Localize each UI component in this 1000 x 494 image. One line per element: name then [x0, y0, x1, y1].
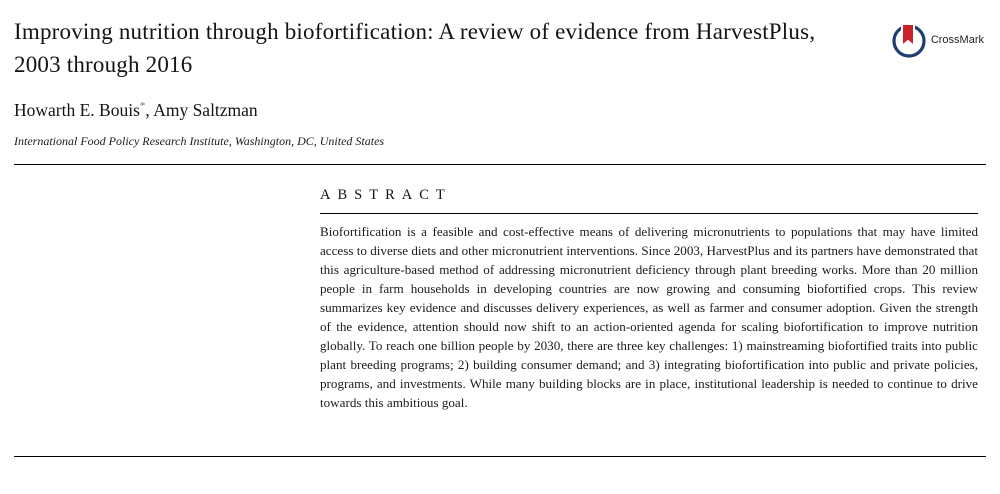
author-line — [14, 100, 986, 121]
crossmark-badge[interactable] — [889, 20, 984, 60]
abstract-divider — [320, 213, 978, 214]
abstract-heading: ABSTRACT — [320, 187, 452, 204]
crossmark-flag — [902, 24, 914, 46]
crossmark-icon — [889, 20, 929, 60]
corresponding-author-marker[interactable]: * — [139, 100, 146, 113]
abstract-column — [320, 165, 986, 412]
author-1: Howarth E. Bouis — [14, 100, 140, 121]
author-2: , Amy Saltzman — [145, 100, 258, 121]
abstract-text: Biofortification is a feasible and cost-effective means of delivering micronutrients to populations that may have limited access to diverse diets and other micronutrient interventions. Since 2003, HarvestPlus and its partners have demonstrated that this agriculture-based method of addressing micronutrient deficiency through plant breeding works. More than 20 million people in farm households in developing countries are now growing and consuming biofortified crops. This review summarizes key evidence and discusses delivery experiences, as well as farmer and consumer adoption. Given the strength of the evidence, attention should now shift to an action-oriented agenda for scaling biofortification to improve nutrition globally. To reach one billion people by 2030, there are three key challenges: 1) mainstreaming biofortified traits into public plant breeding programs; 2) building consumer demand; and 3) integrating biofortification into public and private policies, programs, and investments. While many building blocks are in place, institutional leadership is needed to continue to drive towards this ambitious goal. — [320, 224, 978, 411]
paper-header — [14, 0, 986, 81]
bottom-divider — [14, 456, 986, 457]
affiliation: International Food Policy Research Institute, Washington, DC, United States — [14, 134, 385, 149]
paper-title: Improving nutrition through biofortification: A review of evidence from HarvestPlus, 2003 through 2016 — [14, 19, 816, 77]
left-column-spacer — [14, 165, 320, 412]
crossmark-label: CrossMark — [930, 34, 984, 46]
abstract-section — [14, 165, 986, 412]
